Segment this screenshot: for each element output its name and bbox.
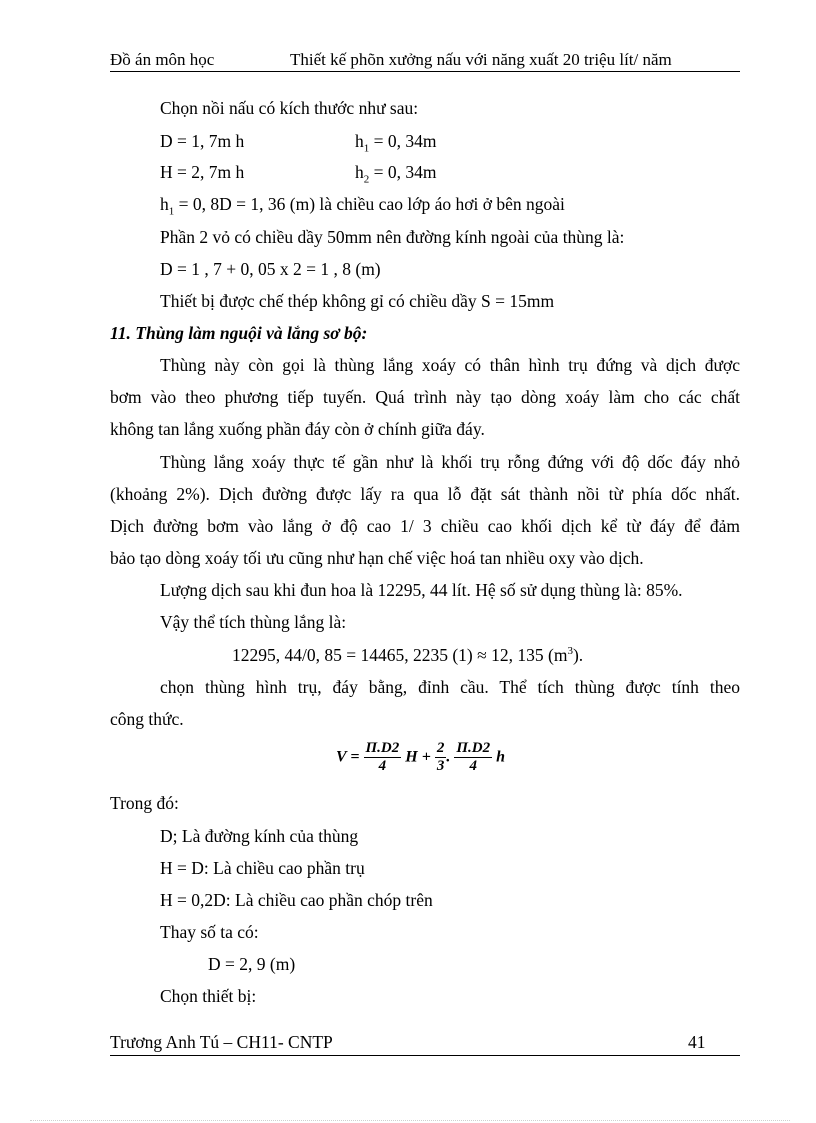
page-edge [30,1120,790,1121]
formula-dot: . [446,748,451,766]
paragraph-3-line-2: công thức. [110,709,184,729]
line-choose-equipment: Chọn thiết bị: [160,986,257,1006]
header-right: Thiết kế phõn xưởng nấu với năng xuất 20 triệu lít/ năm [290,50,672,69]
line-d-result: D = 2, 9 (m) [208,954,296,974]
formula-h-plus: H + [405,748,431,766]
formula-h: h [496,748,505,766]
footer-page-number: 41 [688,1032,706,1052]
line-h1-jacket: $h_1 = 0$, 8D = 1, 36 (m) là chiều cao lớp áo hơi ở bên ngoài [160,194,565,218]
line-h2-value: $h_2 = 0$, 34m [355,162,437,186]
paragraph-1-line-3: không tan lắng xuống phần đáy còn ở chính giữa đáy. [110,419,485,439]
paragraph-1-line-1: Thùng này còn gọi là thùng lắng xoáy có thân hình trụ đứng và dịch được [160,355,740,375]
line-h-value: H = 2, 7m h [160,162,245,182]
footer-rule [110,1055,740,1056]
header-rule [110,71,740,72]
formula-fraction-2: $\frac{2}{3}$ [436,740,445,774]
line-volume-intro: Vậy thể tích thùng lắng là: [160,612,347,632]
line-h1-value: $h_1 = 0$, 34m [355,131,437,155]
volume-formula [336,740,505,775]
line-def-h: H = D: Là chiều cao phần trụ [160,858,365,878]
footer-author: Trương Anh Tú – CH11- CNTP [110,1032,333,1052]
line-volume-ratio: Lượng dịch sau khi đun hoa là 12295, 44 lít. Hệ số sử dụng thùng là: 85%. [160,580,683,600]
paragraph-1-line-2: bơm vào theo phương tiếp tuyến. Quá trình này tạo dòng xoáy làm cho các chất [110,387,740,407]
paragraph-2-line-1: Thùng lắng xoáy thực tế gần như là khối trụ rỗng đứng với độ dốc đáy nhỏ [160,452,740,472]
paragraph-2-line-4: bảo tạo dòng xoáy tối ưu cũng như hạn chế việc hoá tan nhiều oxy vào dịch. [110,548,644,568]
header-left: Đồ án môn học [110,50,215,69]
line-def-d: D; Là đường kính của thùng [160,826,359,846]
line-def-h-cone: H = 0,2D: Là chiều cao phần chóp trên [160,890,433,910]
paragraph-2-line-2: (khoảng 2%). Dịch đường được lấy ra qua lỗ đặt sát thành nồi từ phía dốc nhất. [110,484,740,504]
line-substitute: Thay số ta có: [160,922,259,942]
line-choose-pot: Chọn nồi nấu có kích thước như sau: [160,98,419,118]
formula-fraction-1: $\frac{\Pi.D2}{4}$ [365,740,400,774]
formula-fraction-3: $\frac{\Pi.D2}{4}$ [456,740,491,774]
line-where: Trong đó: [110,793,179,813]
paragraph-2-line-3: Dịch đường bơm vào lắng ở độ cao 1/ 3 chiều cao khối dịch kể từ đáy để đảm [110,516,740,536]
paragraph-3-line-1: chọn thùng hình trụ, đáy bằng, đỉnh cầu. Thể tích thùng được tính theo [160,677,740,697]
section-heading: 11. Thùng làm nguội và lắng sơ bộ: [110,323,368,343]
line-d-value: D = 1, 7m h [160,131,245,151]
line-volume-calc: 12295, 44/0, 85 = 14465, 2235 (1) ≈ 12, 135 $(m^3)$. [232,645,584,665]
formula-v: V = [336,748,360,766]
line-steel-thickness: Thiết bị được chế thép không gỉ có chiều dầy S = 15mm [160,291,555,311]
line-outer-diameter: D = 1 , 7 + 0, 05 x 2 = 1 , 8 (m) [160,259,381,279]
line-shell-thickness: Phần 2 vỏ có chiều dầy 50mm nên đường kính ngoài của thùng là: [160,227,625,247]
